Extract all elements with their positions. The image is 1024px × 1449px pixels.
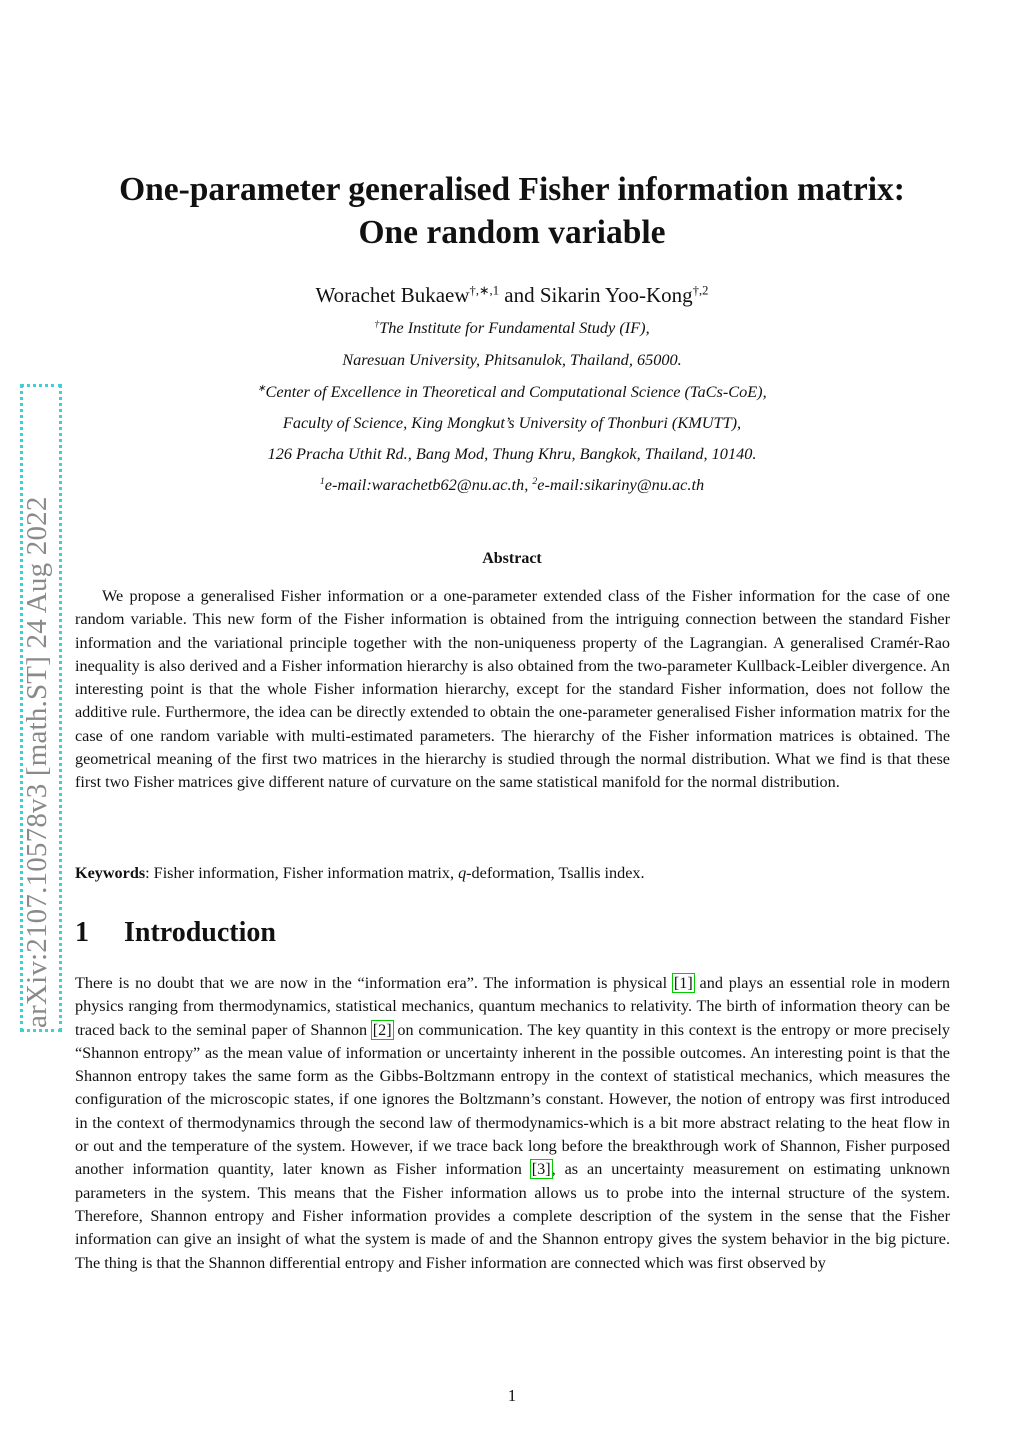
keywords-text: : Fisher information, Fisher information matrix, <box>145 864 459 882</box>
affiliation-mark: ∗ <box>257 383 266 395</box>
keywords-text: -deformation, Tsallis index. <box>466 864 645 882</box>
paper-title <box>0 168 1024 254</box>
affiliation-if-line-2: Naresuan University, Phitsanulok, Thailand, 65000. <box>342 350 682 369</box>
body-text-run: and plays an essential role in modern physics ranging from thermodynamics, statistical mechanics, quantum mechanics to relativity. The birth of information theory can be traced back to the seminal paper of Shannon <box>75 974 950 1039</box>
author-name: Sikarin Yoo-Kong <box>539 283 693 307</box>
affiliation-text: The Institute for Fundamental Study (IF), <box>379 318 650 337</box>
citation-link-3[interactable]: [3] <box>531 1160 551 1179</box>
body-text-run: There is no doubt that we are now in the “information era”. The information is physical <box>75 974 673 992</box>
section-heading <box>75 917 276 949</box>
affiliation-tacs-line-3: 126 Pracha Uthit Rd., Bang Mod, Thung Khru, Bangkok, Thailand, 10140. <box>267 444 757 463</box>
body-text-run: on communication. The key quantity in this context is the entropy or more precisely “Shannon entropy” as the mean value of information or uncertainty inherent in the possible outcomes. An interesting point is that the Shannon entropy takes the same form as the Gibbs-Boltzmann entropy in the context of statistical mechanics, which measures the configuration of the microscopic states, if one ignores the Boltzmann’s constant. However, the notion of entropy was first introduced in the context of thermodynamics through the second law of thermodynamics-which is a bit more abstract relating to the heat flow in or out and the temperature of the system. However, if we trace back long before the breakthrough work of Shannon, Fisher purposed another information quantity, later known as Fisher information <box>75 1020 950 1179</box>
affiliation-tacs-line-1 <box>0 382 1024 402</box>
introduction-paragraph <box>75 972 950 1275</box>
affiliation-tacs-line-2: Faculty of Science, King Mongkut’s University of Thonburi (KMUTT), <box>282 413 742 432</box>
author-affiliation-marks: †,∗,1 <box>469 283 499 298</box>
affiliation-if-line-1 <box>0 318 1024 338</box>
keywords <box>75 864 950 883</box>
citation-link-2[interactable]: [2] <box>372 1020 392 1039</box>
body-text-run: , as an uncertainty measurement on estimating unknown parameters in the system. This means that the Fisher information allows us to probe into the internal structure of the system. Therefore, Shannon entropy and Fisher information provides a complete description of the system in the sense that the Fisher information can give an insight of what the system is made of and the Shannon entropy gives the system behavior in the big picture. The thing is that the Shannon differential entropy and Fisher information are connected which was first observed by <box>75 1160 950 1272</box>
author-emails <box>0 475 1024 495</box>
keywords-q: q <box>458 864 467 882</box>
title-line-2: One random variable <box>358 214 666 251</box>
email-mark: 1 <box>319 476 325 488</box>
citation-link-1[interactable]: [1] <box>673 974 693 992</box>
abstract-text: We propose a generalised Fisher information or a one-parameter extended class of the Fisher information for the case of one random variable. This new form of the Fisher information is obtained from the intriguing connection between the standard Fisher information and the variational principle together with the non-uniqueness property of the Lagrangian. A generalised Cramér-Rao inequality is also derived and a Fisher information hierarchy is also obtained from the two-parameter Kullback-Leibler divergence. An interesting point is that the whole Fisher information hierarchy, except for the standard Fisher information, does not follow the additive rule. Furthermore, the idea can be directly extended to obtain the one-parameter generalised Fisher information matrix for the case of one random variable with multi-estimated parameters. The hierarchy of the Fisher information matrices is obtained. The geometrical meaning of the first two matrices in the hierarchy is studied through the normal distribution. What we find is that these first two Fisher matrices give different nature of curvature on the same statistical manifold for the normal distribution. <box>75 587 950 792</box>
title-line-1: One-parameter generalised Fisher information matrix: <box>119 171 905 208</box>
page-number: 1 <box>507 1386 517 1405</box>
section-title: Introduction <box>124 917 276 948</box>
section-number: 1 <box>75 917 89 948</box>
author-list <box>0 283 1024 308</box>
email-mark: 2 <box>532 476 538 488</box>
affiliation-mark: † <box>374 319 380 331</box>
keywords-label: Keywords <box>75 864 146 882</box>
author-name: Worachet Bukaew <box>315 283 470 307</box>
abstract-heading: Abstract <box>482 550 542 567</box>
email-1: e-mail:warachetb62@nu.ac.th, <box>324 475 533 494</box>
email-2: e-mail:sikariny@nu.ac.th <box>537 475 705 494</box>
affiliation-text: Center of Excellence in Theoretical and Computational Science (TaCs-CoE), <box>265 382 767 401</box>
author-affiliation-marks: †,2 <box>692 283 709 298</box>
arxiv-identifier[interactable]: arXiv:2107.10578v3 [math.ST] 24 Aug 2022 <box>21 496 53 1028</box>
author-conjunction: and <box>499 283 540 307</box>
